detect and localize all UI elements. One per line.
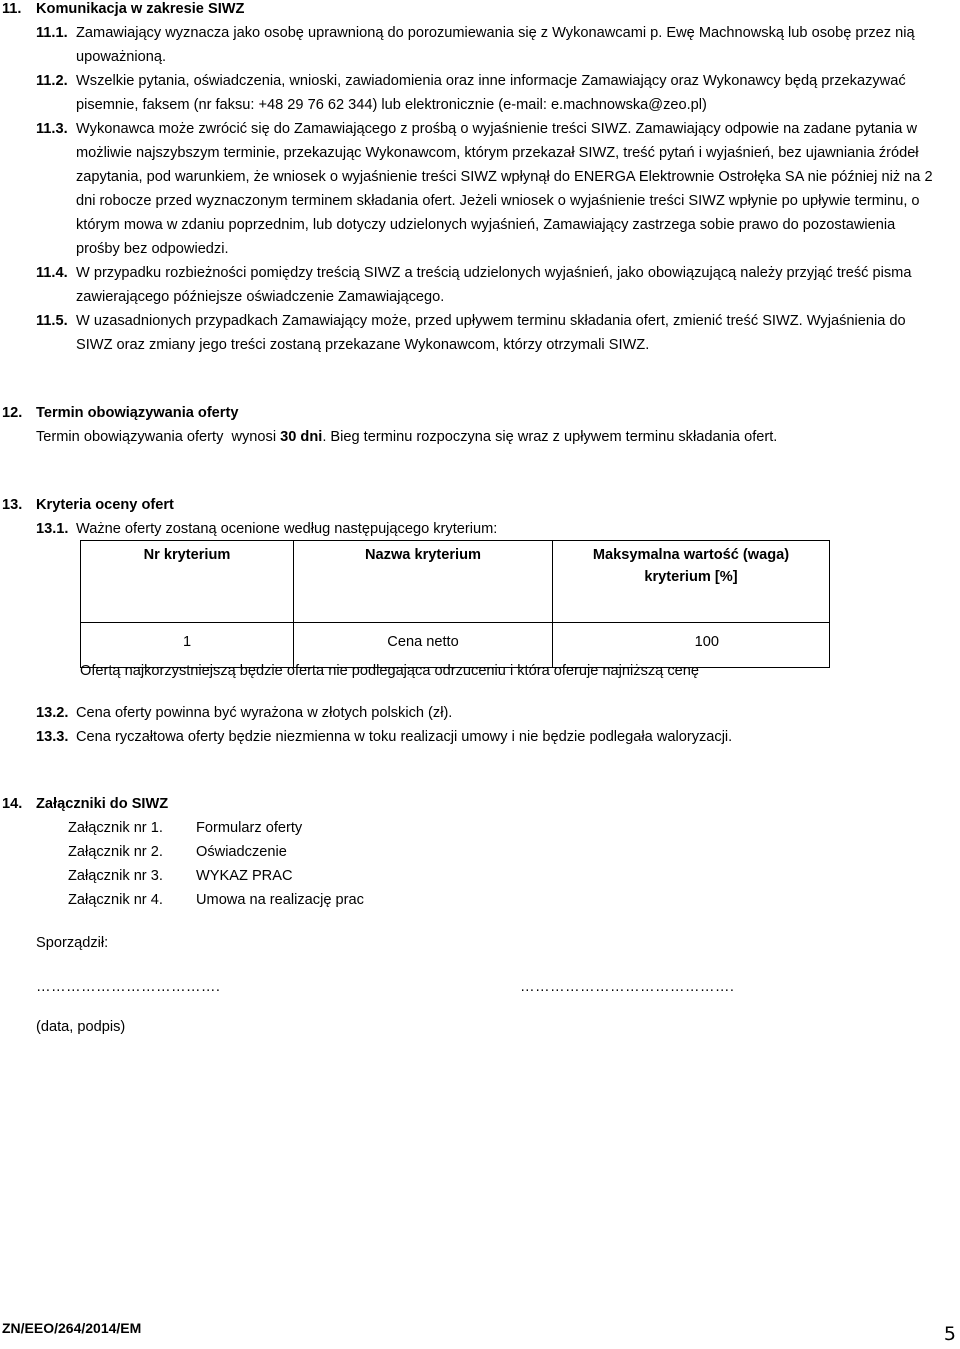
para-11-5-line-2: SIWZ oraz zmiany jego treści zostaną przekazane Wykonawcom, którzy otrzymali SIWZ. bbox=[76, 337, 650, 353]
criteria-header-weight: Maksymalna wartość (waga) kryterium [%] bbox=[553, 541, 830, 623]
section-12-text bbox=[36, 425, 777, 449]
para-11-2-number: 11.2. bbox=[36, 73, 68, 89]
section-12-heading: Termin obowiązywania oferty bbox=[36, 405, 239, 421]
criteria-table bbox=[80, 540, 830, 668]
signature-dots-right: ……………………………………. bbox=[520, 979, 735, 995]
section-14-number: 14. bbox=[2, 796, 23, 812]
para-11-5-number: 11.5. bbox=[36, 313, 68, 329]
para-13-2-number: 13.2. bbox=[36, 705, 69, 721]
date-signature-label: (data, podpis) bbox=[36, 1019, 126, 1035]
para-11-3-line-6: prośby bez odpowiedzi. bbox=[76, 241, 229, 257]
section-12-number: 12. bbox=[2, 405, 23, 421]
para-11-3-line-4: dni robocze przed wyznaczonym terminem składania ofert. Jeżeli wniosek o wyjaśnienie treści SIWZ wpłynie po upływie terminu, o bbox=[76, 193, 920, 209]
para-11-3-number: 11.3. bbox=[36, 121, 68, 137]
criteria-note: Ofertą najkorzystniejszą będzie oferta nie podlegająca odrzuceniu i która oferuje najniższą cenę bbox=[80, 663, 699, 679]
para-11-4-number: 11.4. bbox=[36, 265, 68, 281]
para-11-2-line-2: pisemnie, faksem (nr faksu: +48 29 76 62 344) lub elektronicznie (e-mail: e.machnowska@zeo.pl) bbox=[76, 97, 707, 113]
prepared-by-label: Sporządził: bbox=[36, 935, 109, 951]
page-number: 5 bbox=[943, 1323, 956, 1345]
attachment-label: Załącznik nr 4. bbox=[68, 892, 163, 908]
attachment-name: Formularz oferty bbox=[196, 820, 303, 836]
section-13-heading: Kryteria oceny ofert bbox=[36, 497, 174, 513]
para-11-3-line-3: zapytania, pod warunkiem, że wniosek o wyjaśnienie treści SIWZ wpłynął do ENERGA Elektrownie Ostrołęka SA nie później niż na 2 bbox=[76, 169, 933, 185]
attachment-name: WYKAZ PRAC bbox=[196, 868, 293, 884]
criteria-cell-weight: 100 bbox=[553, 623, 830, 668]
criteria-cell-number: 1 bbox=[81, 623, 294, 668]
section-13-number: 13. bbox=[2, 497, 23, 513]
para-11-4-line-1: W przypadku rozbieżności pomiędzy treścią SIWZ a treścią udzielonych wyjaśnień, jako obowiązującą należy przyjąć treść pisma bbox=[76, 265, 912, 281]
section-11-heading: Komunikacja w zakresie SIWZ bbox=[36, 1, 245, 17]
criteria-header-number: Nr kryterium bbox=[81, 541, 294, 623]
validity-text-start: Termin obowiązywania oferty wynosi bbox=[36, 429, 281, 445]
para-11-3-line-2: możliwie najszybszym terminie, przekazując Wykonawcom, którym przekazał SIWZ, treść pytań i wyjaśnień, bez ujawniania źródeł bbox=[76, 145, 919, 161]
validity-days: 30 dni bbox=[280, 429, 323, 445]
para-11-1-line-1: Zamawiający wyznacza jako osobę uprawnioną do porozumiewania się z Wykonawcami p. Ewę Machnowską lub osobę przez nią bbox=[76, 25, 915, 41]
para-13-1-text: Ważne oferty zostaną ocenione według następującego kryterium: bbox=[76, 521, 498, 537]
para-11-2-line-1: Wszelkie pytania, oświadczenia, wnioski, zawiadomienia oraz inne informacje Zamawiający oraz Wykonawcy będą przekazywać bbox=[76, 73, 906, 89]
section-14-heading: Załączniki do SIWZ bbox=[36, 796, 169, 812]
validity-text-end: . Bieg terminu rozpoczyna się wraz z upływem terminu składania ofert. bbox=[322, 429, 778, 445]
para-11-3-line-1: Wykonawca może zwrócić się do Zamawiającego z prośbą o wyjaśnienie treści SIWZ. Zamawiający odpowie na zadane pytania w bbox=[76, 121, 918, 137]
para-11-3-line-5: którym mowa w zdaniu poprzednim, lub dotyczy udzielonych wyjaśnień, Zamawiający zastrzega sobie prawo do pozostawienia bbox=[76, 217, 896, 233]
para-11-4-line-2: zawierającego późniejsze oświadczenie Zamawiającego. bbox=[76, 289, 445, 305]
criteria-table-header-row bbox=[81, 541, 830, 623]
criteria-header-name: Nazwa kryterium bbox=[294, 541, 553, 623]
para-11-1-number: 11.1. bbox=[36, 25, 68, 41]
para-11-5-line-1: W uzasadnionych przypadkach Zamawiający może, przed upływem terminu składania ofert, zmienić treść SIWZ. Wyjaśnienia do bbox=[76, 313, 906, 329]
document-code: ZN/EEO/264/2014/EM bbox=[2, 1320, 142, 1336]
para-13-3-number: 13.3. bbox=[36, 729, 69, 745]
attachment-name: Umowa na realizację prac bbox=[196, 892, 364, 908]
attachment-label: Załącznik nr 1. bbox=[68, 820, 163, 836]
para-13-1-number: 13.1. bbox=[36, 521, 69, 537]
para-11-1-line-2: upoważnioną. bbox=[76, 49, 167, 65]
attachment-label: Załącznik nr 3. bbox=[68, 868, 163, 884]
criteria-cell-name: Cena netto bbox=[294, 623, 553, 668]
section-11-number: 11. bbox=[2, 1, 22, 17]
para-13-2-text: Cena oferty powinna być wyrażona w złotych polskich (zł). bbox=[76, 705, 453, 721]
attachment-name: Oświadczenie bbox=[196, 844, 287, 860]
signature-dots-left: ………………………………. bbox=[36, 979, 221, 995]
para-13-3-text: Cena ryczałtowa oferty będzie niezmienna w toku realizacji umowy i nie będzie podlegała waloryzacji. bbox=[76, 729, 733, 745]
attachment-label: Załącznik nr 2. bbox=[68, 844, 163, 860]
